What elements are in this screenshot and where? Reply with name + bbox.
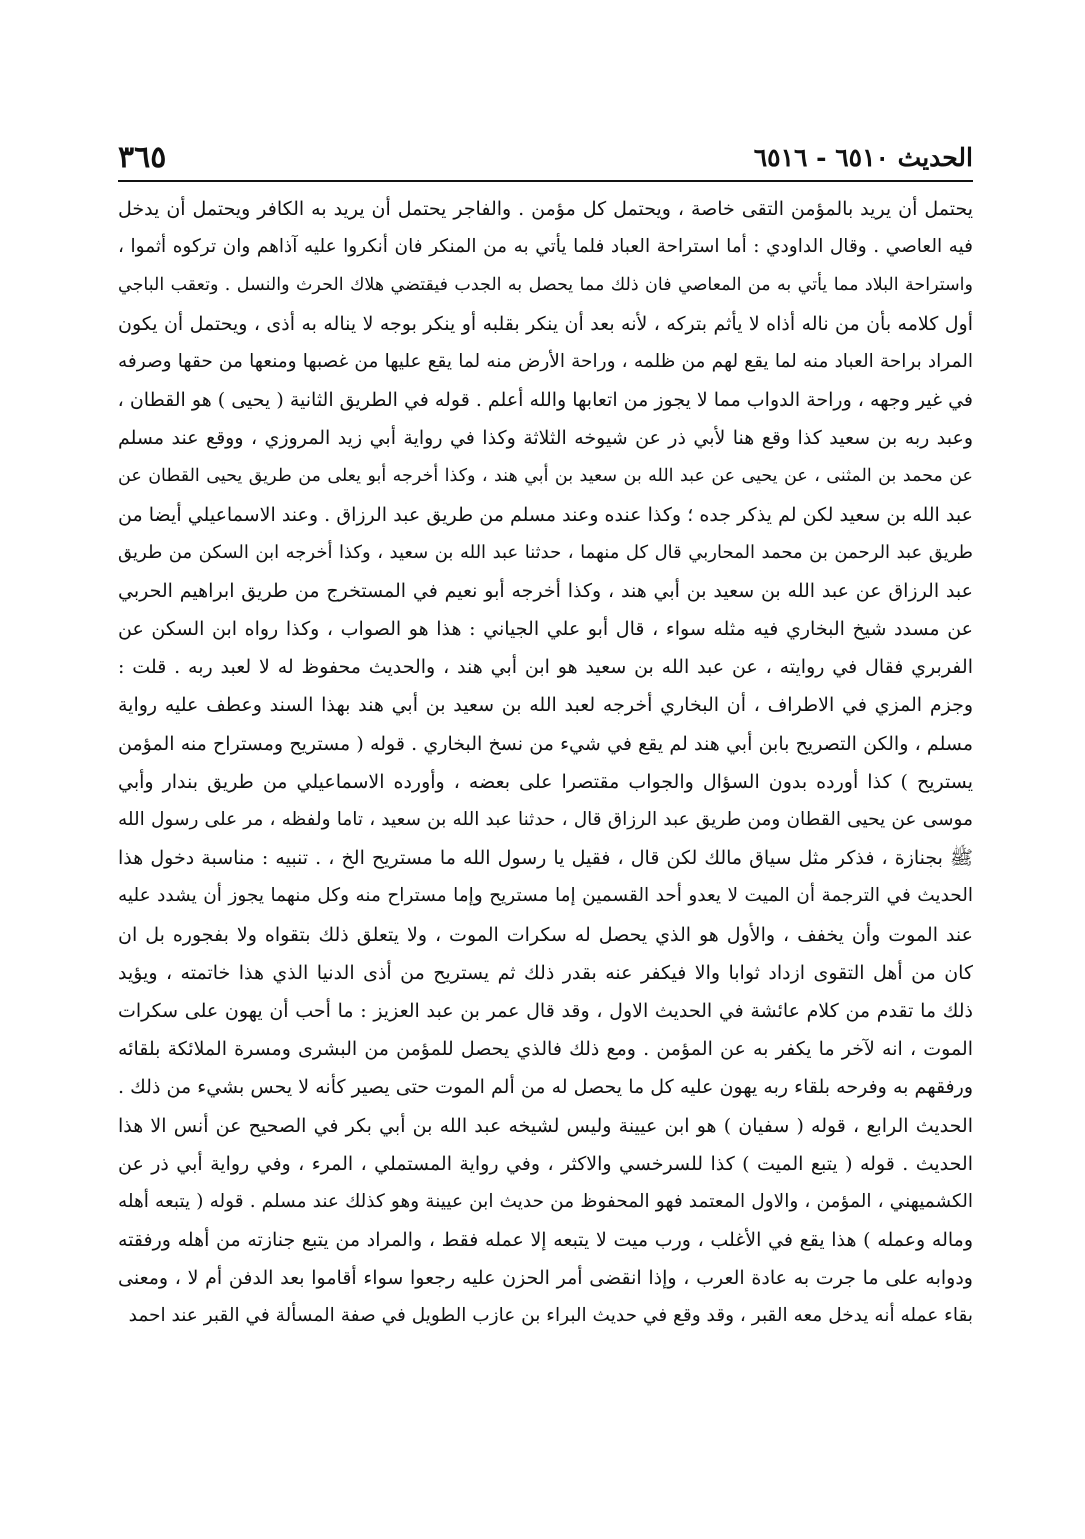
text-line: عن محمد بن المثنى ، عن يحيى عن عبد الله بن سعيد بن أبي هند ، وكذا أخرجه أبو يعلى من طريق يحيى القطان عن [118, 466, 973, 487]
text-line: يستريح ) كذا أورده بدون السؤال والجواب مقتصرا على بعضه ، وأورده الاسماعيلي من طريق بندار وأبي [118, 770, 973, 793]
text-line: الموت ، انه لآخر ما يكفر به عن المؤمن . ومع ذلك فالذي يحصل للمؤمن من البشرى ومسرة الملائكة بلقائه [118, 1038, 973, 1061]
text-line: موسى عن يحيى القطان ومن طريق عبد الرزاق قال ، حدثنا عبد الله بن سعيد ، تاما ولفظه ، مر على رسول الله [118, 809, 973, 830]
text-line: كان من أهل التقوى ازداد ثوابا والا فيكفر عنه بقدر ذلك ثم يستريح من أذى الدنيا الذي هذا خاتمته ، ويؤيد [118, 961, 973, 984]
text-line: فيه العاصي . وقال الداودي : أما استراحة العباد فلما يأتي به من المنكر فان أنكروا عليه آذاهم وان تركوه أثموا ، [118, 236, 973, 258]
text-line: عند الموت وأن يخفف ، والأول هو الذي يحصل له سكرات الموت ، ولا يتعلق ذلك بتقواه ولا بفجوره بل ان [118, 923, 973, 946]
text-line: ذلك ما تقدم من كلام عائشة في الحديث الاول ، وقد قال عمر بن عبد العزيز : ما أحب أن يهون على سكرات [118, 999, 973, 1022]
text-line: واستراحة البلاد مما يأتي به من المعاصي فان ذلك مما يحصل به الجدب فيقتضي هلاك الحرث والنسل . وتعقب الباجي [118, 275, 973, 296]
page-number: ٣٦٥ [118, 139, 167, 175]
text-line: وعبد ربه بن سعيد كذا وقع هنا لأبي ذر عن شيوخه الثلاثة وكذا في رواية أبي زيد المروزي ، ووقع عند مسلم [118, 427, 973, 450]
text-line: ودوابه على ما جرت به عادة العرب ، وإذا انقضى أمر الحزن عليه رجعوا سواء أقاموا بعد الدفن أم لا ، ومعنى [118, 1267, 973, 1290]
text-line: في غير وجهه ، وراحة الدواب مما لا يجوز من اتعابها والله أعلم . قوله في الطريق الثانية ( يحيى ) هو القطان ، [118, 388, 973, 411]
running-title: الحديث ٦٥١٠ - ٦٥١٦ [753, 142, 973, 172]
text-line: الحديث في الترجمة أن الميت لا يعدو أحد القسمين إما مستريح وإما مستراح منه وكل منهما يجوز أن يشدد عليه [118, 885, 973, 907]
text-line: الكشميهني ، المؤمن ، والاول المعتمد فهو المحفوظ من حديث ابن عيينة وهو كذلك عند مسلم . قوله ( يتبعه أهله [118, 1190, 973, 1212]
text-line: ورفقهم به وفرحه بلقاء ربه يهون عليه كل ما يحصل له من ألم الموت حتى يصير كأنه لا يحس بشيء من ذلك . [118, 1076, 973, 1099]
text-line: يحتمل أن يريد بالمؤمن التقى خاصة ، ويحتمل كل مؤمن . والفاجر يحتمل أن يريد به الكافر ويحتمل أن يدخل [118, 198, 973, 220]
text-line: الحديث . قوله ( يتبع الميت ) كذا للسرخسي والاكثر ، وفي رواية المستملي ، المرء ، وفي رواية أبي ذر عن [118, 1152, 973, 1175]
text-line: عن مسدد شيخ البخاري فيه مثله سواء ، قال أبو علي الجياني : هذا هو الصواب ، وكذا رواه ابن السكن عن [118, 618, 973, 641]
text-line: ﷺ بجنازة ، فذكر مثل سياق مالك لكن قال ، فقيل يا رسول الله ما مستريح الخ ، . تنبيه : مناسبة دخول هذا [118, 847, 973, 870]
text-line: عبد الرزاق عن عبد الله بن سعيد بن أبي هند ، وكذا أخرجه أبو نعيم في المستخرج من طريق ابراهيم الحربي [118, 579, 973, 602]
text-line: الفربري فقال في روايته ، عن عبد الله بن سعيد هو ابن أبي هند ، والحديث محفوظ له لا لعبد ربه . قلت : [118, 656, 973, 679]
text-line: طريق عبد الرحمن بن محمد المحاربي قال كل منهما ، حدثنا عبد الله بن سعيد ، وكذا أخرجه ابن السكن من طريق [118, 541, 973, 563]
text-line: أول كلامه بأن من ناله أذاه لا يأثم بتركه ، لأنه بعد أن ينكر بقلبه أو ينكر بوجه لا يناله به أذى ، ويحتمل أن يكون [118, 312, 973, 335]
text-line: المراد براحة العباد منه لما يقع لهم من ظلمه ، وراحة الأرض منه لما يقع عليها من غصبها ومنعها من حقها وصرفه [118, 350, 973, 372]
text-line: وماله وعمله ) هذا يقع في الأغلب ، ورب ميت لا يتبعه إلا عمله فقط ، والمراد من يتبع جنازته من أهله ورفقته [118, 1229, 973, 1252]
header-rule [118, 180, 973, 182]
text-line: وجزم المزي في الاطراف ، أن البخاري أخرجه لعبد الله بن سعيد بن أبي هند بهذا السند وعطف عليه رواية [118, 694, 973, 717]
body-text [118, 190, 973, 1336]
text-line: بقاء عمله أنه يدخل معه القبر ، وقد وقع في حديث البراء بن عازب الطويل في صفة المسألة في القبر عند احمد [128, 1305, 973, 1327]
text-line: الحديث الرابع ، قوله ( سفيان ) هو ابن عيينة وليس لشيخه عبد الله بن أبي بكر في الصحيح عن أنس الا هذا [118, 1114, 973, 1137]
text-line: مسلم ، والكن التصريح بابن أبي هند لم يقع في شيء من نسخ البخاري . قوله ( مستريح ومستراح منه المؤمن [118, 732, 973, 755]
text-line: عبد الله بن سعيد لكن لم يذكر جده ؛ وكذا عنده وعند مسلم من طريق عبد الرزاق . وعند الاسماعيلي أيضا من [118, 503, 973, 526]
page-header [118, 136, 973, 178]
